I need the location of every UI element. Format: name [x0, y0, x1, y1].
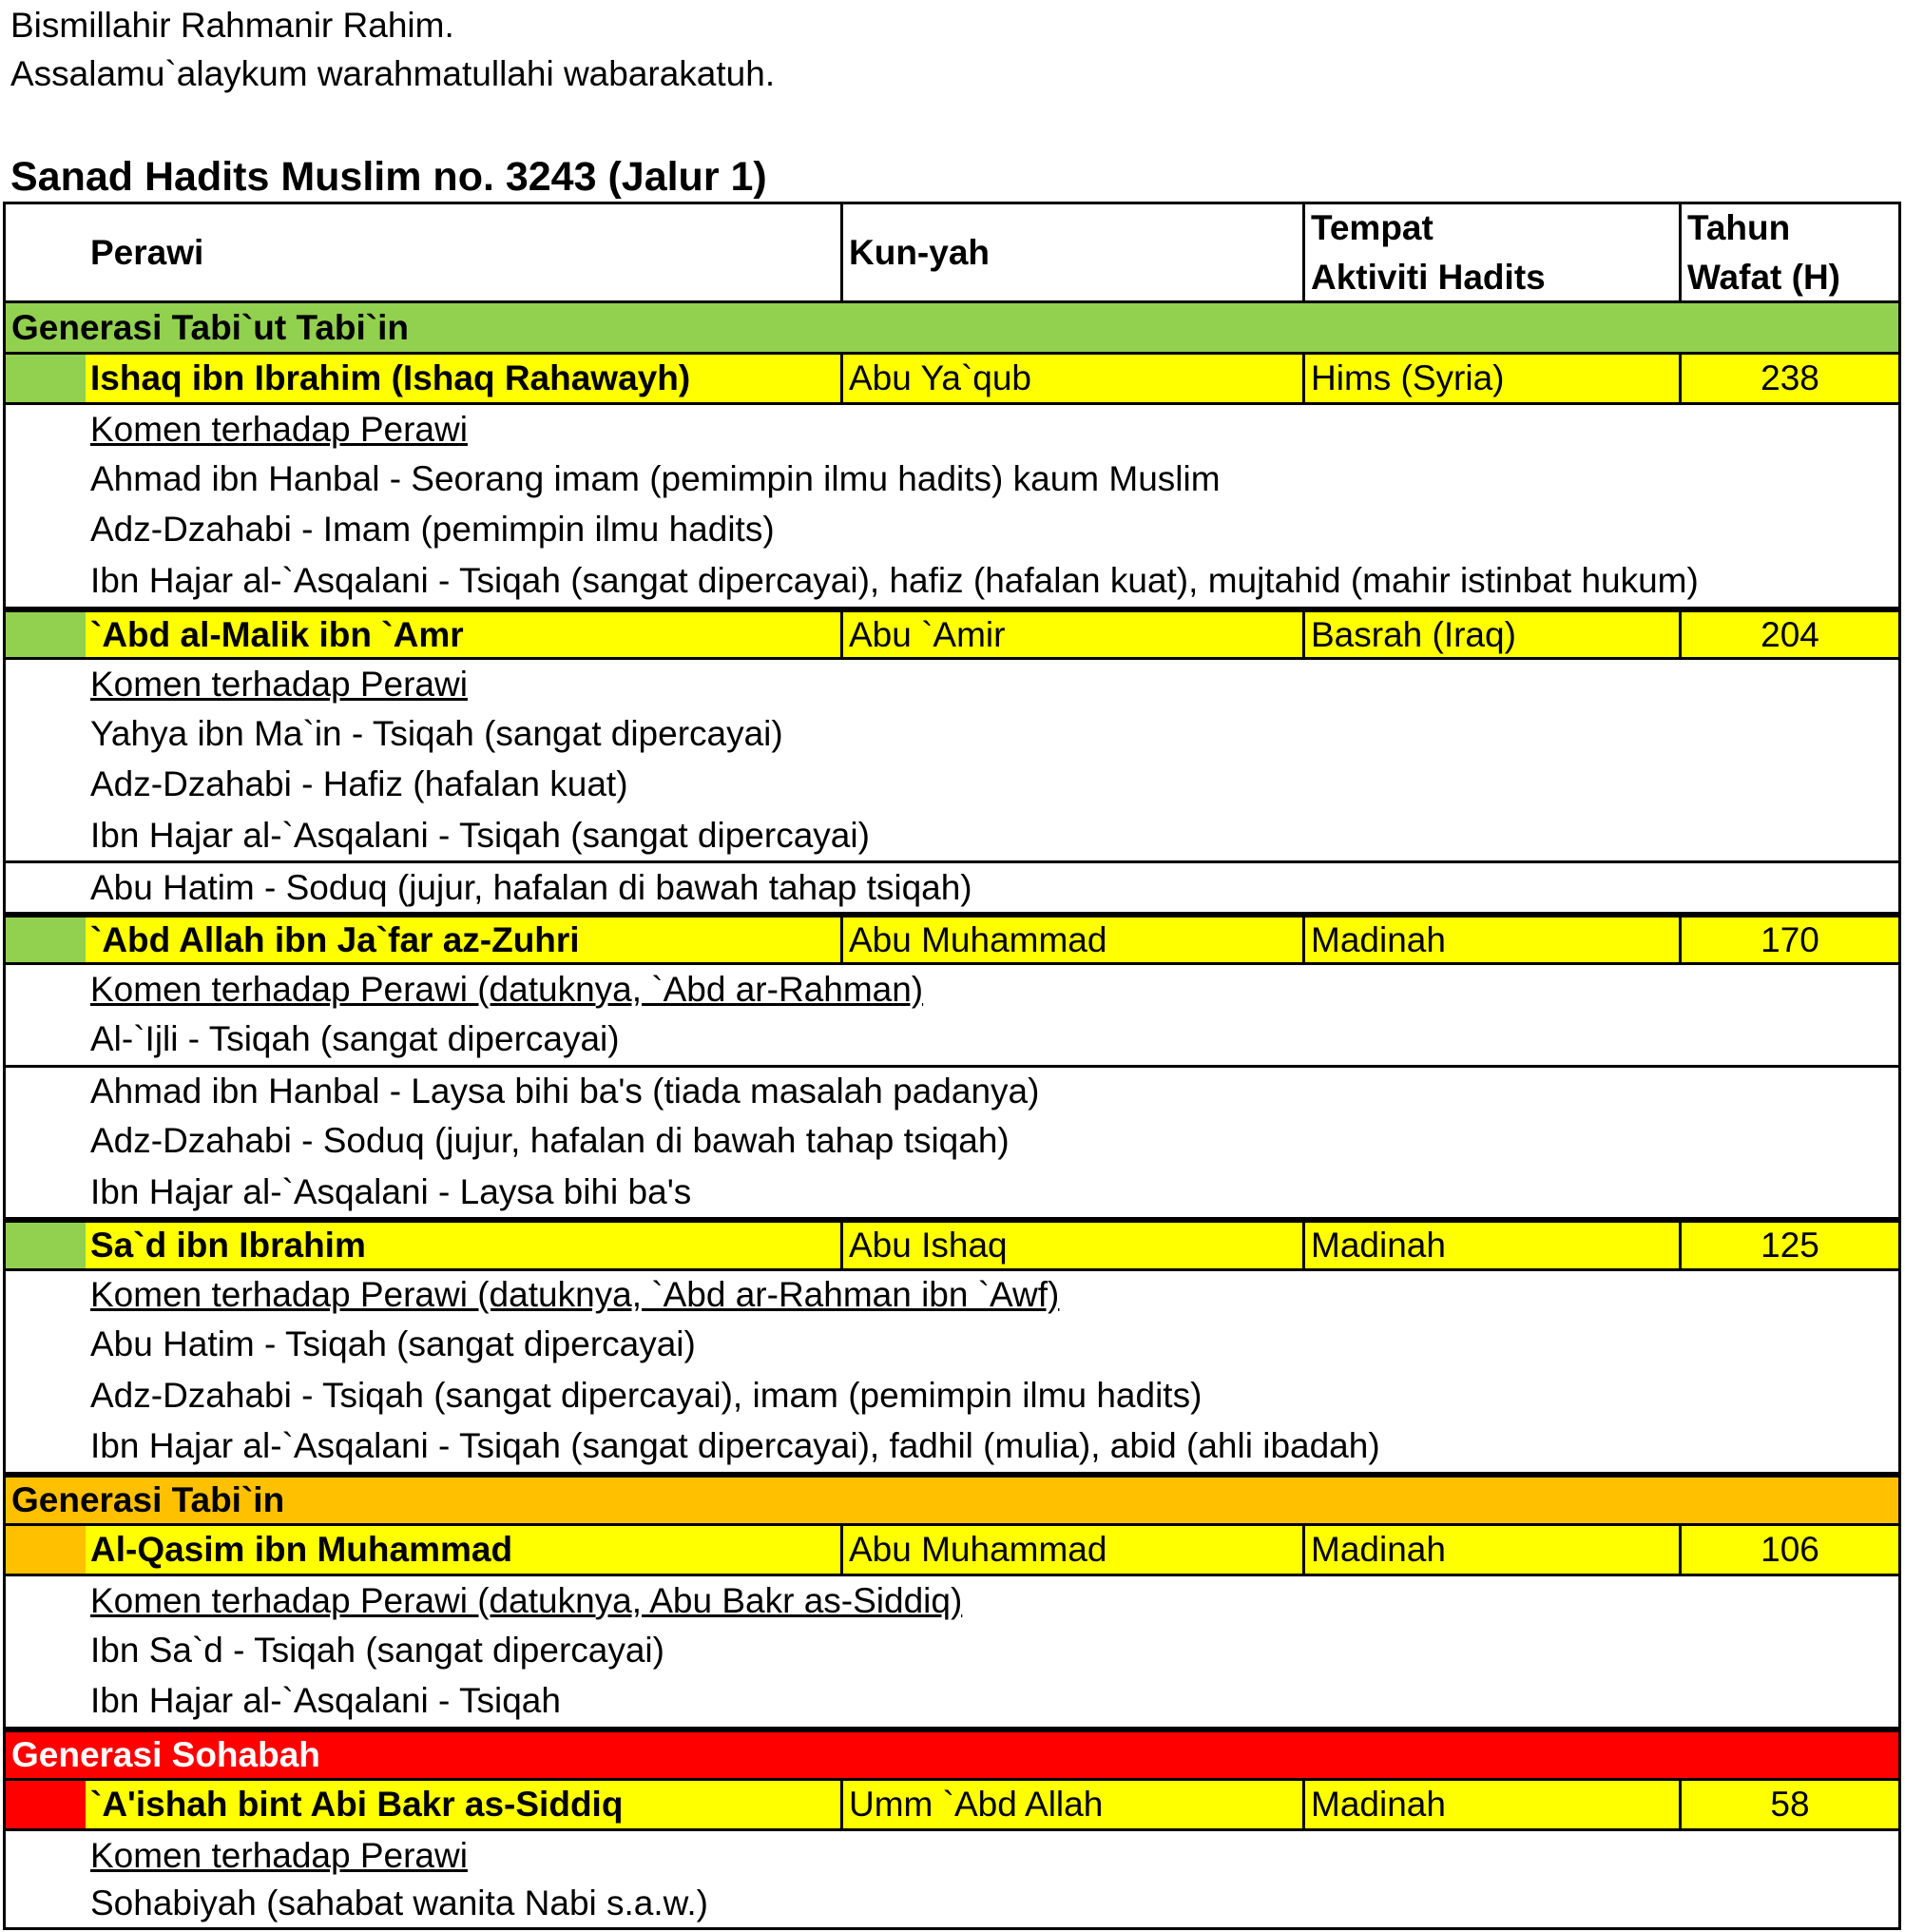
narrator-name: `Abd Allah ibn Ja`far az-Zuhri [90, 919, 580, 959]
narrator-tempat: Madinah [1302, 1781, 1679, 1828]
comment-line: Ibn Sa`d - Tsiqah (sangat dipercayai) [90, 1630, 664, 1670]
comment-line: Ahmad ibn Hanbal - Seorang imam (pemimpin ilmu hadits) kaum Muslim [90, 458, 1221, 498]
narrator-row [6, 352, 1898, 402]
generation-label: Generasi Tabi`in [11, 1480, 285, 1519]
narrator-kunyah: Abu Ya`qub [840, 355, 1302, 402]
comment-line: Adz-Dzahabi - Hafiz (hafalan kuat) [90, 764, 628, 803]
narrator-table [3, 202, 1901, 1930]
generation-label: Generasi Tabi`ut Tabi`in [11, 307, 410, 347]
comment-line: Ahmad ibn Hanbal - Laysa bihi ba's (tiada masalah padanya) [6, 1065, 1898, 1115]
narrator-kunyah: Abu Muhammad [840, 1526, 1302, 1574]
generation-row-tabiut-tabiin [6, 300, 1898, 352]
generation-marker [6, 1781, 86, 1828]
narrator-tempat: Madinah [1302, 1223, 1679, 1268]
comment-line: Sohabiyah (sahabat wanita Nabi s.a.w.) [90, 1884, 708, 1922]
comment-line: Ibn Hajar al-`Asqalani - Laysa bihi ba's [90, 1171, 692, 1211]
comment-line: Ibn Hajar al-`Asqalani - Tsiqah (sangat dipercayai) [90, 815, 870, 855]
comment-heading-text: Komen terhadap Perawi (datuknya, `Abd ar-Rahman) [90, 969, 924, 1009]
comment-line: Ibn Hajar al-`Asqalani - Tsiqah (sangat dipercayai), hafiz (hafalan kuat), mujtahid (mahir istinbat hukum) [90, 561, 1699, 600]
comment-heading-text: Komen terhadap Perawi [90, 409, 468, 449]
narrator-row [6, 1523, 1898, 1574]
comment-line: Al-`Ijli - Tsiqah (sangat dipercayai) [90, 1019, 620, 1058]
header-tahun [1679, 204, 1898, 300]
narrator-name: `Abd al-Malik ibn `Amr [90, 614, 464, 654]
narrator-tahun: 58 [1679, 1781, 1898, 1828]
comment-line: Yahya ibn Ma`in - Tsiqah (sangat dipercayai) [90, 713, 783, 753]
comment-heading-text: Komen terhadap Perawi (datuknya, Abu Bakr as-Siddiq) [90, 1580, 963, 1620]
narrator-tempat: Basrah (Iraq) [1302, 612, 1679, 657]
generation-label: Generasi Sohabah [11, 1735, 320, 1774]
comment-line: Adz-Dzahabi - Tsiqah (sangat dipercayai), imam (pemimpin ilmu hadits) [90, 1375, 1203, 1415]
generation-marker [6, 1223, 86, 1268]
header-tempat-line-2: Aktiviti Hadits [1311, 257, 1546, 297]
narrator-tahun: 106 [1679, 1526, 1898, 1574]
generation-marker [6, 612, 86, 657]
comment-line: Abu Hatim - Soduq (jujur, hafalan di bawah tahap tsiqah) [6, 860, 1898, 912]
comment-heading [6, 1268, 1898, 1319]
comment-heading-text: Komen terhadap Perawi (datuknya, `Abd ar-Rahman ibn `Awf) [90, 1275, 1060, 1314]
narrator-kunyah: Abu `Amir [840, 612, 1302, 657]
intro-line-2: Assalamu`alaykum warahmatullahi wabarakatuh. [10, 54, 776, 93]
narrator-kunyah: Umm `Abd Allah [840, 1781, 1302, 1828]
generation-marker [6, 355, 86, 402]
comment-heading [6, 402, 1898, 454]
narrator-row [6, 1778, 1898, 1828]
intro-line-1: Bismillahir Rahmanir Rahim. [10, 6, 454, 45]
header-tempat-line-1: Tempat [1311, 207, 1434, 247]
narrator-name: Ishaq ibn Ibrahim (Ishaq Rahawayh) [90, 358, 691, 397]
narrator-row [6, 1217, 1898, 1268]
comment-heading [6, 657, 1898, 708]
narrator-row [6, 607, 1898, 657]
narrator-tempat: Madinah [1302, 918, 1679, 962]
narrator-name: `A'ishah bint Abi Bakr as-Siddiq [90, 1785, 624, 1824]
narrator-tahun: 125 [1679, 1223, 1898, 1268]
header-tahun-line-2: Wafat (H) [1687, 257, 1840, 297]
header-perawi: Perawi [90, 232, 204, 272]
narrator-row [6, 912, 1898, 962]
narrator-kunyah: Abu Ishaq [840, 1223, 1302, 1268]
narrator-kunyah: Abu Muhammad [840, 918, 1302, 962]
narrator-tempat: Madinah [1302, 1526, 1679, 1574]
header-tempat [1302, 204, 1679, 300]
comment-line: Ibn Hajar al-`Asqalani - Tsiqah (sangat dipercayai), fadhil (mulia), abid (ahli ibadah) [90, 1426, 1380, 1465]
generation-row-sohabah [6, 1727, 1898, 1778]
comment-line: Adz-Dzahabi - Soduq (jujur, hafalan di bawah tahap tsiqah) [90, 1121, 1010, 1160]
comment-line: Ibn Hajar al-`Asqalani - Tsiqah [90, 1681, 561, 1720]
table-header [6, 204, 1898, 300]
page-title: Sanad Hadits Muslim no. 3243 (Jalur 1) [10, 154, 767, 200]
narrator-tahun: 170 [1679, 918, 1898, 962]
comment-heading [6, 1574, 1898, 1625]
narrator-name: Sa`d ibn Ibrahim [90, 1226, 366, 1265]
comment-heading [6, 962, 1898, 1014]
header-tahun-line-1: Tahun [1687, 207, 1791, 247]
comment-line: Adz-Dzahabi - Imam (pemimpin ilmu hadits) [90, 510, 775, 549]
narrator-name: Al-Qasim ibn Muhammad [90, 1530, 513, 1569]
generation-marker [6, 1526, 86, 1574]
generation-row-tabiin [6, 1472, 1898, 1523]
narrator-tahun: 238 [1679, 355, 1898, 402]
generation-marker [6, 918, 86, 962]
comment-heading [6, 1828, 1898, 1880]
narrator-tahun: 204 [1679, 612, 1898, 657]
header-kunyah: Kun-yah [840, 204, 1302, 300]
comment-heading-text: Komen terhadap Perawi [90, 664, 468, 704]
comment-line: Abu Hatim - Tsiqah (sangat dipercayai) [90, 1324, 696, 1363]
narrator-tempat: Hims (Syria) [1302, 355, 1679, 402]
comment-heading-text: Komen terhadap Perawi [90, 1835, 468, 1875]
